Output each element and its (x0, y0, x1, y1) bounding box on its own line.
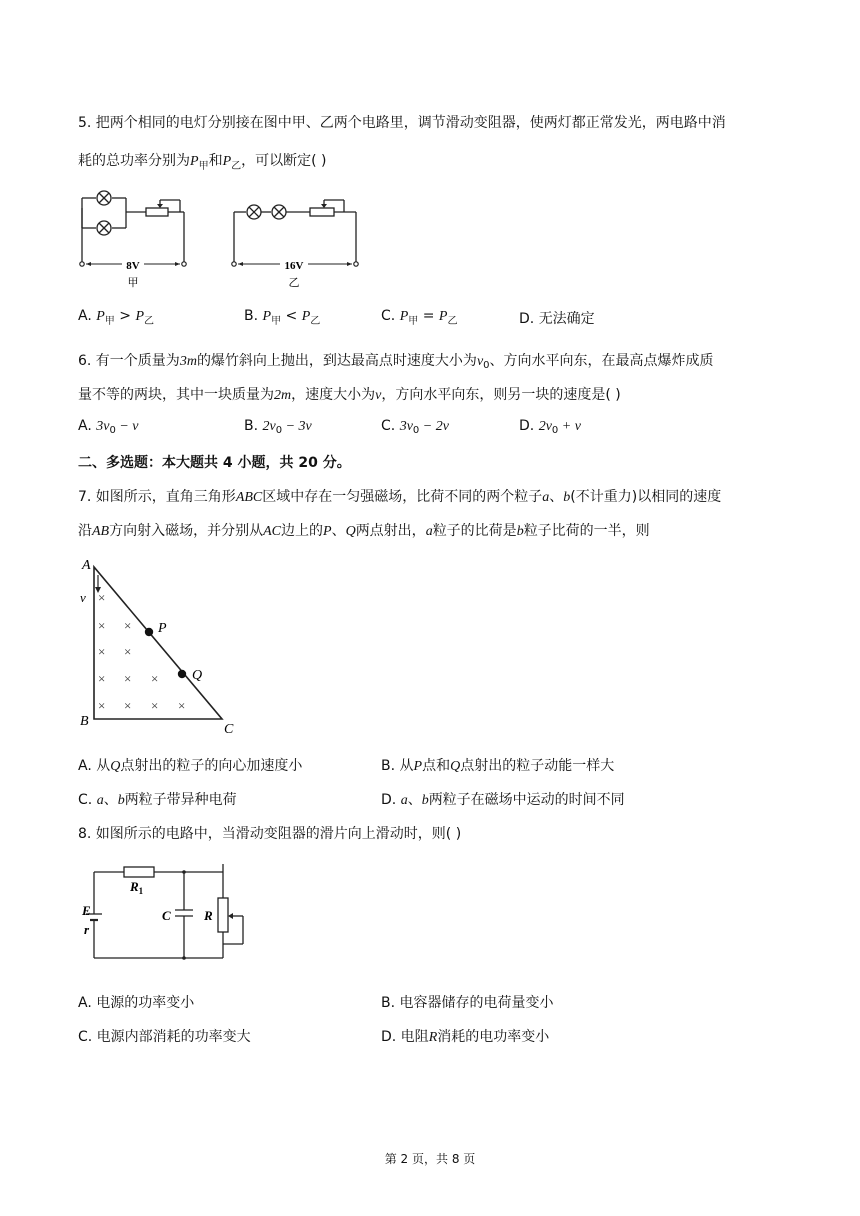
q5-line2: 耗的总功率分别为$P_甲$和$P_乙$，可以断定( ) (78, 153, 327, 172)
point-p-label: P (158, 621, 167, 636)
page-footer: 第 2 页，共 8 页 (384, 1152, 476, 1166)
field-cross: × (98, 671, 106, 686)
q6-line2: 量不等的两块，其中一块质量为2m，速度大小为v，方向水平向东，则另一块的速度是( ) (78, 387, 621, 403)
field-cross: × (124, 671, 132, 686)
q7-option-d[interactable]: D. a、b两粒子在磁场中运动的时间不同 (381, 792, 625, 808)
internal-resistance-label: r (84, 922, 90, 937)
vertex-a-label: A (82, 558, 91, 573)
circuit-rc-figure (80, 858, 260, 968)
q8-option-a[interactable]: A. 电源的功率变小 (78, 995, 195, 1011)
circuit-yi-caption: 乙 (288, 277, 300, 289)
q6-option-c[interactable]: C. $3v_0 - 2v$ (381, 418, 449, 436)
capacitor-label: C (162, 908, 171, 923)
q8-option-b[interactable]: B. 电容器储存的电荷量变小 (381, 995, 554, 1011)
field-cross: × (98, 590, 106, 605)
circuit-jia-figure (76, 190, 196, 290)
q5-option-b[interactable]: B. $P_甲 < P_乙$ (244, 308, 321, 327)
q6-option-a[interactable]: A. $3v_0 - v$ (78, 418, 139, 436)
circuit-jia-caption: 甲 (127, 277, 139, 289)
q8-line1: 8. 如图所示的电路中，当滑动变阻器的滑片向上滑动时，则( ) (78, 826, 462, 842)
emf-label: E (82, 903, 91, 918)
q6-line1: 6. 有一个质量为3m的爆竹斜向上抛出，到达最高点时速度大小为$v_0$、方向水平向东，在最高点爆炸成质 (78, 353, 714, 371)
field-cross: × (98, 644, 106, 659)
field-cross: × (151, 671, 159, 686)
field-cross: × (151, 698, 159, 713)
vertex-b-label: B (80, 714, 89, 729)
q6-option-d[interactable]: D. $2v_0 + v$ (519, 418, 581, 436)
q7-option-a[interactable]: A. 从Q点射出的粒子的向心加速度小 (78, 758, 303, 774)
circuit-yi-voltage: 16V (284, 260, 304, 272)
circuit-yi-figure (228, 190, 368, 290)
vertex-c-label: C (224, 722, 234, 737)
field-cross: × (98, 618, 106, 633)
velocity-label: v (80, 590, 86, 605)
field-cross: × (98, 698, 106, 713)
q7-option-b[interactable]: B. 从P点和Q点射出的粒子动能一样大 (381, 758, 615, 774)
field-cross: × (124, 618, 132, 633)
q7-line2: 沿AB方向射入磁场，并分别从AC边上的P、Q两点射出，a粒子的比荷是b粒子比荷的一半，则 (78, 523, 650, 539)
q8-option-c[interactable]: C. 电源内部消耗的功率变大 (78, 1029, 251, 1045)
circuit-jia-voltage: 8V (126, 260, 140, 272)
q5-line1: 5. 把两个相同的电灯分别接在图中甲、乙两个电路里，调节滑动变阻器，使两灯都正常发光，两电路中消 (78, 115, 726, 131)
rheostat-label: R (204, 908, 213, 923)
field-cross: × (178, 698, 186, 713)
q5-option-d[interactable]: D. 无法确定 (519, 311, 595, 327)
field-cross: × (124, 698, 132, 713)
point-p (145, 628, 153, 636)
q7-line1: 7. 如图所示，直角三角形ABC区域中存在一匀强磁场，比荷不同的两个粒子a、b(不计重力)以相同的速度 (78, 489, 722, 505)
r1-label: $R_1$ (130, 879, 144, 896)
q6-option-b[interactable]: B. $2v_0 - 3v$ (244, 418, 312, 436)
section-heading-multiple-choice: 二、多选题：本大题共 4 小题，共 20 分。 (78, 455, 351, 471)
triangle-field-figure (76, 555, 246, 740)
q8-option-d[interactable]: D. 电阻R消耗的电功率变小 (381, 1029, 550, 1045)
q5-option-c[interactable]: C. $P_甲 = P_乙$ (381, 308, 458, 327)
q5-option-a[interactable]: A. $P_甲 > P_乙$ (78, 308, 154, 327)
point-q (178, 670, 186, 678)
q7-option-c[interactable]: C. a、b两粒子带异种电荷 (78, 792, 237, 808)
field-cross: × (124, 644, 132, 659)
point-q-label: Q (192, 668, 203, 683)
